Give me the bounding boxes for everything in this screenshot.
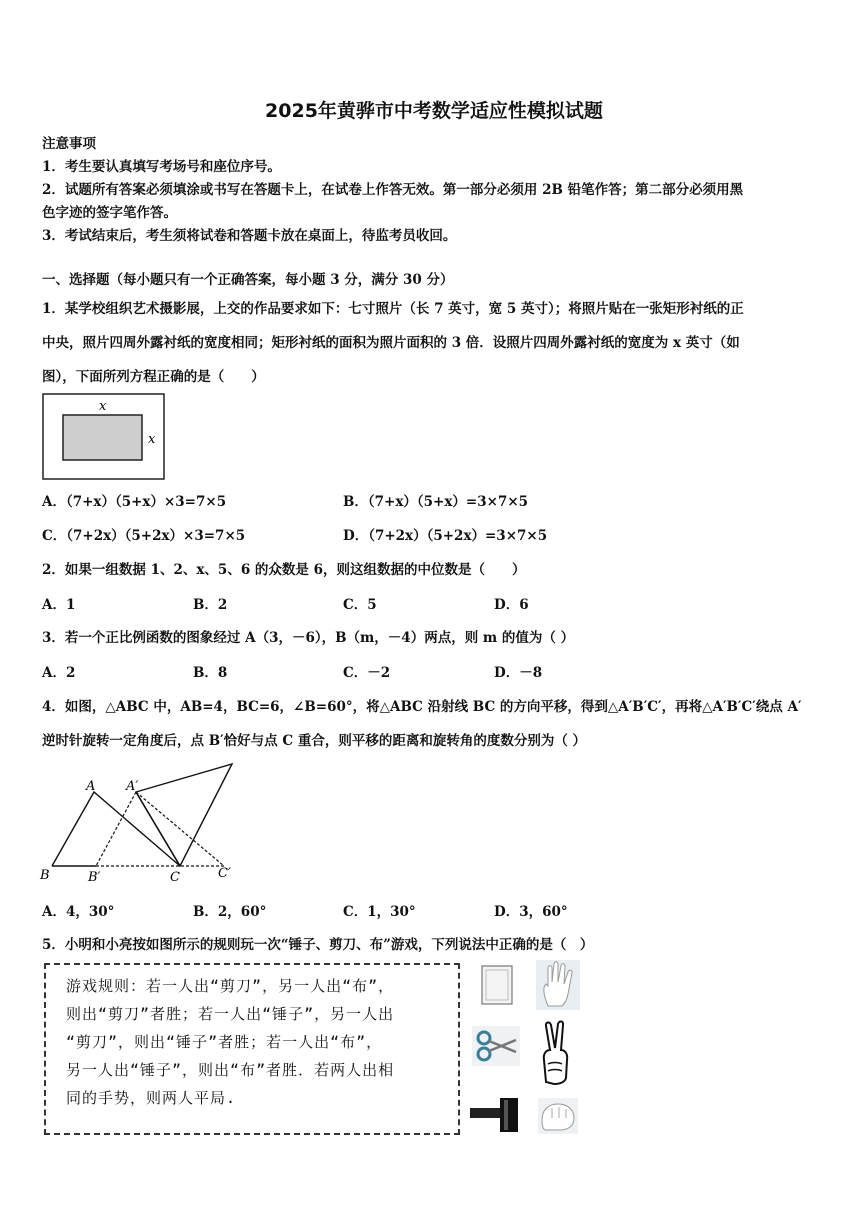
q4-option-b: B．2，60° bbox=[193, 904, 267, 920]
q2-option-d: D．6 bbox=[494, 597, 529, 613]
q1-x-top-label: x bbox=[99, 399, 107, 414]
q4-label-c: C bbox=[170, 870, 180, 884]
fist-icon bbox=[538, 1098, 578, 1134]
q2-option-b: B．2 bbox=[193, 597, 228, 613]
q4-line: 4．如图，△ABC 中，AB=4，BC=6，∠B=60°，将△ABC 沿射线 BC 的方向平移，得到△A′B′C′，再将△A′B′C′绕点 A′ bbox=[42, 699, 802, 715]
q1-figure bbox=[42, 393, 166, 481]
rules-line: 同的手势，则两人平局. bbox=[66, 1089, 237, 1107]
q1-option-a: A．（7+x）（5+x）×3=7×5 bbox=[42, 494, 227, 510]
q1-option-d: D．（7+2x）（5+2x）=3×7×5 bbox=[343, 528, 548, 544]
q5-text: 5．小明和小亮按如图所示的规则玩一次“锤子、剪刀、布”游戏，下列说法中正确的是（ ） bbox=[42, 937, 594, 953]
q4-line: 逆时针旋转一定角度后，点 B′恰好与点 C 重合，则平移的距离和旋转角的度数分别为（ ） bbox=[42, 733, 587, 749]
paper-icon bbox=[476, 962, 518, 1008]
notice-line: 色字迹的签字笔作答。 bbox=[42, 205, 177, 221]
q1-x-right-label: x bbox=[148, 432, 156, 447]
page-title: 2025年黄骅市中考数学适应性模拟试题 bbox=[265, 100, 603, 122]
game-rules-box bbox=[44, 963, 460, 1135]
q4-option-d: D．3，60° bbox=[494, 904, 568, 920]
notice-line: 1．考生要认真填写考场号和座位序号。 bbox=[42, 159, 281, 175]
q4-option-a: A．4，30° bbox=[42, 904, 115, 920]
q4-label-a: A bbox=[86, 779, 96, 794]
q3-option-b: B．8 bbox=[193, 665, 228, 681]
rules-line: 另一人出“锤子”，则出“布”者胜．若两人出相 bbox=[66, 1061, 395, 1079]
q2-text: 2．如果一组数据 1、2、x、5、6 的众数是 6，则这组数据的中位数是（ ） bbox=[42, 562, 526, 578]
q4-label-b1: B′ bbox=[88, 870, 101, 884]
q4-option-c: C．1，30° bbox=[343, 904, 416, 920]
q3-option-c: C．－2 bbox=[343, 665, 391, 681]
notice-line: 2．试题所有答案必须填涂或书写在答题卡上，在试卷上作答无效。第一部分必须用 2B 铅笔作答；第二部分必须用黑 bbox=[42, 182, 744, 198]
q4-label-a1: A′ bbox=[126, 779, 139, 794]
v-hand-icon bbox=[538, 1020, 574, 1086]
hammer-icon bbox=[470, 1096, 522, 1136]
section-heading: 一、选择题（每小题只有一个正确答案，每小题 3 分，满分 30 分） bbox=[42, 272, 454, 288]
open-hand-icon bbox=[536, 960, 580, 1010]
q2-option-c: C．5 bbox=[343, 597, 377, 613]
q2-option-a: A．1 bbox=[42, 597, 76, 613]
q1-line: 1．某学校组织艺术摄影展，上交的作品要求如下：七寸照片（长 7 英寸，宽 5 英寸）；将照片贴在一张矩形衬纸的正 bbox=[42, 301, 744, 317]
q3-option-d: D．－8 bbox=[494, 665, 543, 681]
q1-option-c: C．（7+2x）（5+2x）×3=7×5 bbox=[42, 528, 246, 544]
scissors-icon bbox=[472, 1026, 520, 1066]
q3-option-a: A．2 bbox=[42, 665, 76, 681]
q3-text: 3．若一个正比例函数的图象经过 A（3，－6），B（m，－4）两点，则 m 的值为（ ） bbox=[42, 630, 575, 646]
notice-heading: 注意事项 bbox=[42, 136, 96, 152]
notice-line: 3．考试结束后，考生须将试卷和答题卡放在桌面上，待监考员收回。 bbox=[42, 228, 457, 244]
q1-line: 图），下面所列方程正确的是（ ） bbox=[42, 369, 265, 385]
q4-label-b: B bbox=[40, 868, 50, 883]
q1-option-b: B．（7+x）（5+x）=3×7×5 bbox=[343, 494, 529, 510]
rules-line: 则出“剪刀”者胜；若一人出“锤子”，另一人出 bbox=[66, 1005, 395, 1023]
q1-line: 中央，照片四周外露衬纸的宽度相同；矩形衬纸的面积为照片面积的 3 倍．设照片四周外露衬纸的宽度为 x 英寸（如 bbox=[42, 335, 740, 351]
rules-line: 游戏规则：若一人出“剪刀”，另一人出“布”， bbox=[66, 977, 395, 995]
q4-label-c1: C′ bbox=[218, 866, 231, 881]
q4-figure bbox=[38, 762, 248, 884]
rules-line: “剪刀”，则出“锤子”者胜；若一人出“布”， bbox=[66, 1033, 383, 1051]
